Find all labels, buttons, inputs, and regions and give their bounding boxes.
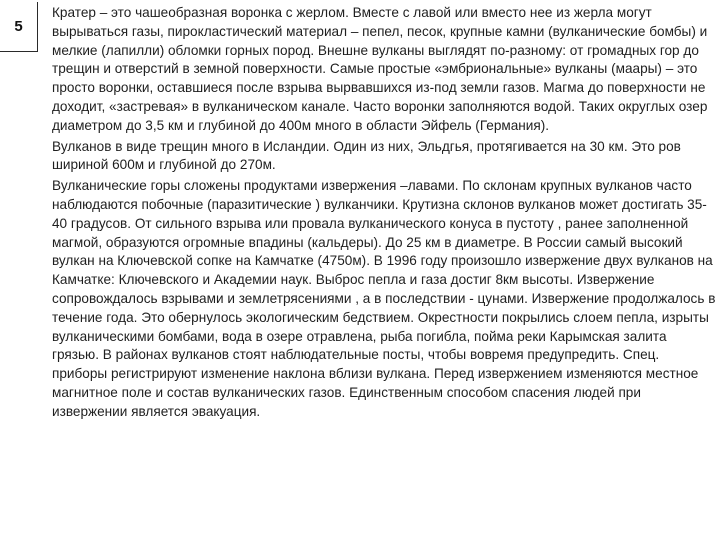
slide-number: 5 bbox=[14, 18, 23, 35]
paragraph-volcanic-mountains: Вулканические горы сложены продуктами извержения –лавами. По склонам крупных вулканов часто наблюдаются побочные (паразитические ) вулканчики. Крутизна склонов вулканов может достигать 35- 40 градусов. От сильного взрыва или провала вулканического конуса в пустоту , ранее заполненной магмой, образуются огромные впадины (кальдеры). До 25 км в диаметре. В России самый высокий вулкан на Ключевской сопке на Камчатке (4750м). В 1996 году произошло извержение двух вулканов на Камчатке: Ключевского и Академии наук. Выброс пепла и газа достиг 8км высоты. Извержение сопровождалось взрывами и землетрясениями , а в последствии - цунами. Извержение продолжалось в течение года. Это обернулось экологическим бедствием. Окрестности покрылись слоем пепла, изрыты вулканическими бомбами, вода в озере отравлена, рыба погибла, пойма реки Карымская залита грязью. В районах вулканов стоят наблюдательные посты, чтобы вовремя предупредить. Спец. приборы регистрируют изменение наклона вблизи вулкана. Перед извержением изменяются местное магнитное поле и состав вулканических газов. Единственным способом спасения людей при извержении является эвакуация. bbox=[52, 178, 716, 419]
paragraph-craters-maars: Кратер – это чашеобразная воронка с жерлом. Вместе с лавой или вместо нее из жерла могут вырываться газы, пирокластический материал – пепел, песок, крупные камни (вулканические бомбы) и мелкие (лапилли) обломки горных пород. Внешне вулканы выглядят по-разному: от громадных гор до трещин и отверстий в земной поверхности. Самые простые «эмбриональные» вулканы (маары) – это просто воронки, оставшиеся после взрыва вырвавшихся из-под земли газов. Магма до поверхности не доходит, «застревая» в вулканическом канале. Часто воронки заполняются водой. Таких округлых озер диаметром до 3,5 км и глубиной до 400м много в области Эйфель (Германия). bbox=[52, 5, 708, 133]
paragraph-fissure-volcanoes: Вулканов в виде трещин много в Исландии. Один из них, Эльдгья, протягивается на 30 км. Это ров шириной 600м и глубиной до 270м. bbox=[52, 138, 681, 173]
text-body bbox=[52, 4, 716, 423]
slide-number-box bbox=[0, 2, 38, 52]
